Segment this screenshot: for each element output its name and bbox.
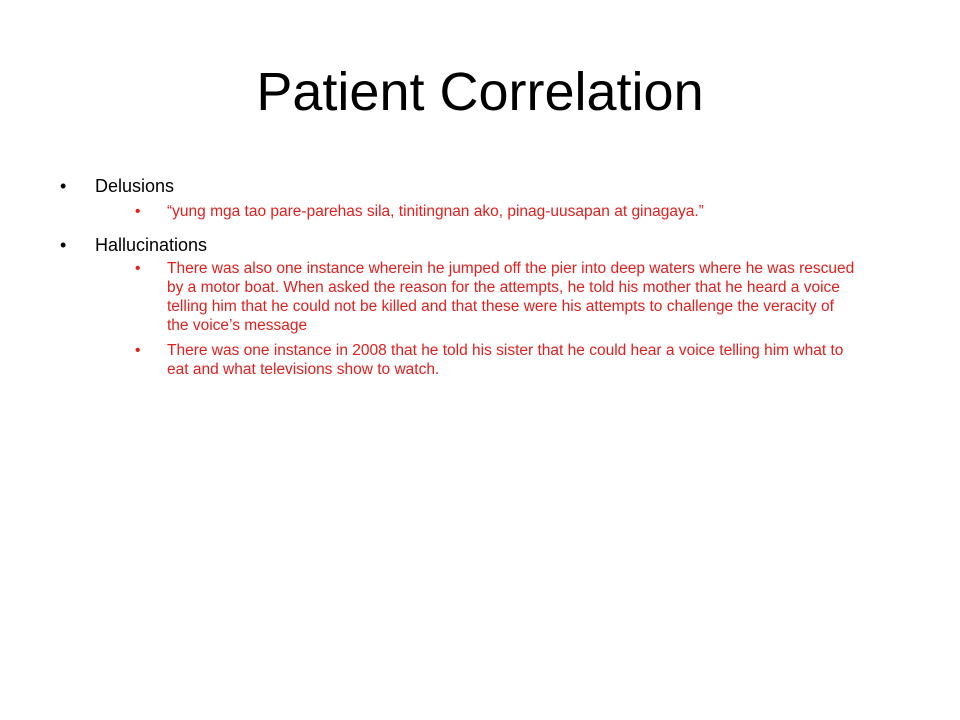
sub-bullet-text: There was also one instance wherein he jumped off the pier into deep waters where he was rescued by a motor boat. When asked the reason for the attempts, he told his mother that he heard a voice telling him that he could not be killed and that these were his attempts to challenge the veracity of the voice’s message: [167, 260, 855, 334]
bullet-icon: •: [60, 176, 67, 196]
sub-bullet-hallucination-voice: [135, 341, 920, 379]
sub-bullet-icon: •: [135, 203, 141, 220]
sub-bullet-icon: •: [135, 342, 141, 359]
bullet-delusions: [60, 174, 920, 198]
bullet-heading-label: Hallucinations: [95, 235, 208, 255]
slide-body: [60, 174, 920, 379]
sub-bullet-delusions-quote: [135, 202, 920, 221]
sub-bullet-text: “yung mga tao pare-parehas sila, tinitingnan ako, pinag-uusapan at ginagaya.”: [167, 203, 704, 220]
bullet-hallucinations: [60, 233, 920, 257]
sub-bullet-text: There was one instance in 2008 that he told his sister that he could hear a voice telling him what to eat and what televisions show to watch.: [167, 342, 844, 378]
bullet-icon: •: [60, 235, 67, 255]
bullet-heading-label: Delusions: [95, 176, 175, 196]
sub-bullet-icon: •: [135, 260, 141, 277]
sub-bullet-hallucination-pier: [135, 259, 920, 335]
slide-title: Patient Correlation: [256, 62, 704, 122]
